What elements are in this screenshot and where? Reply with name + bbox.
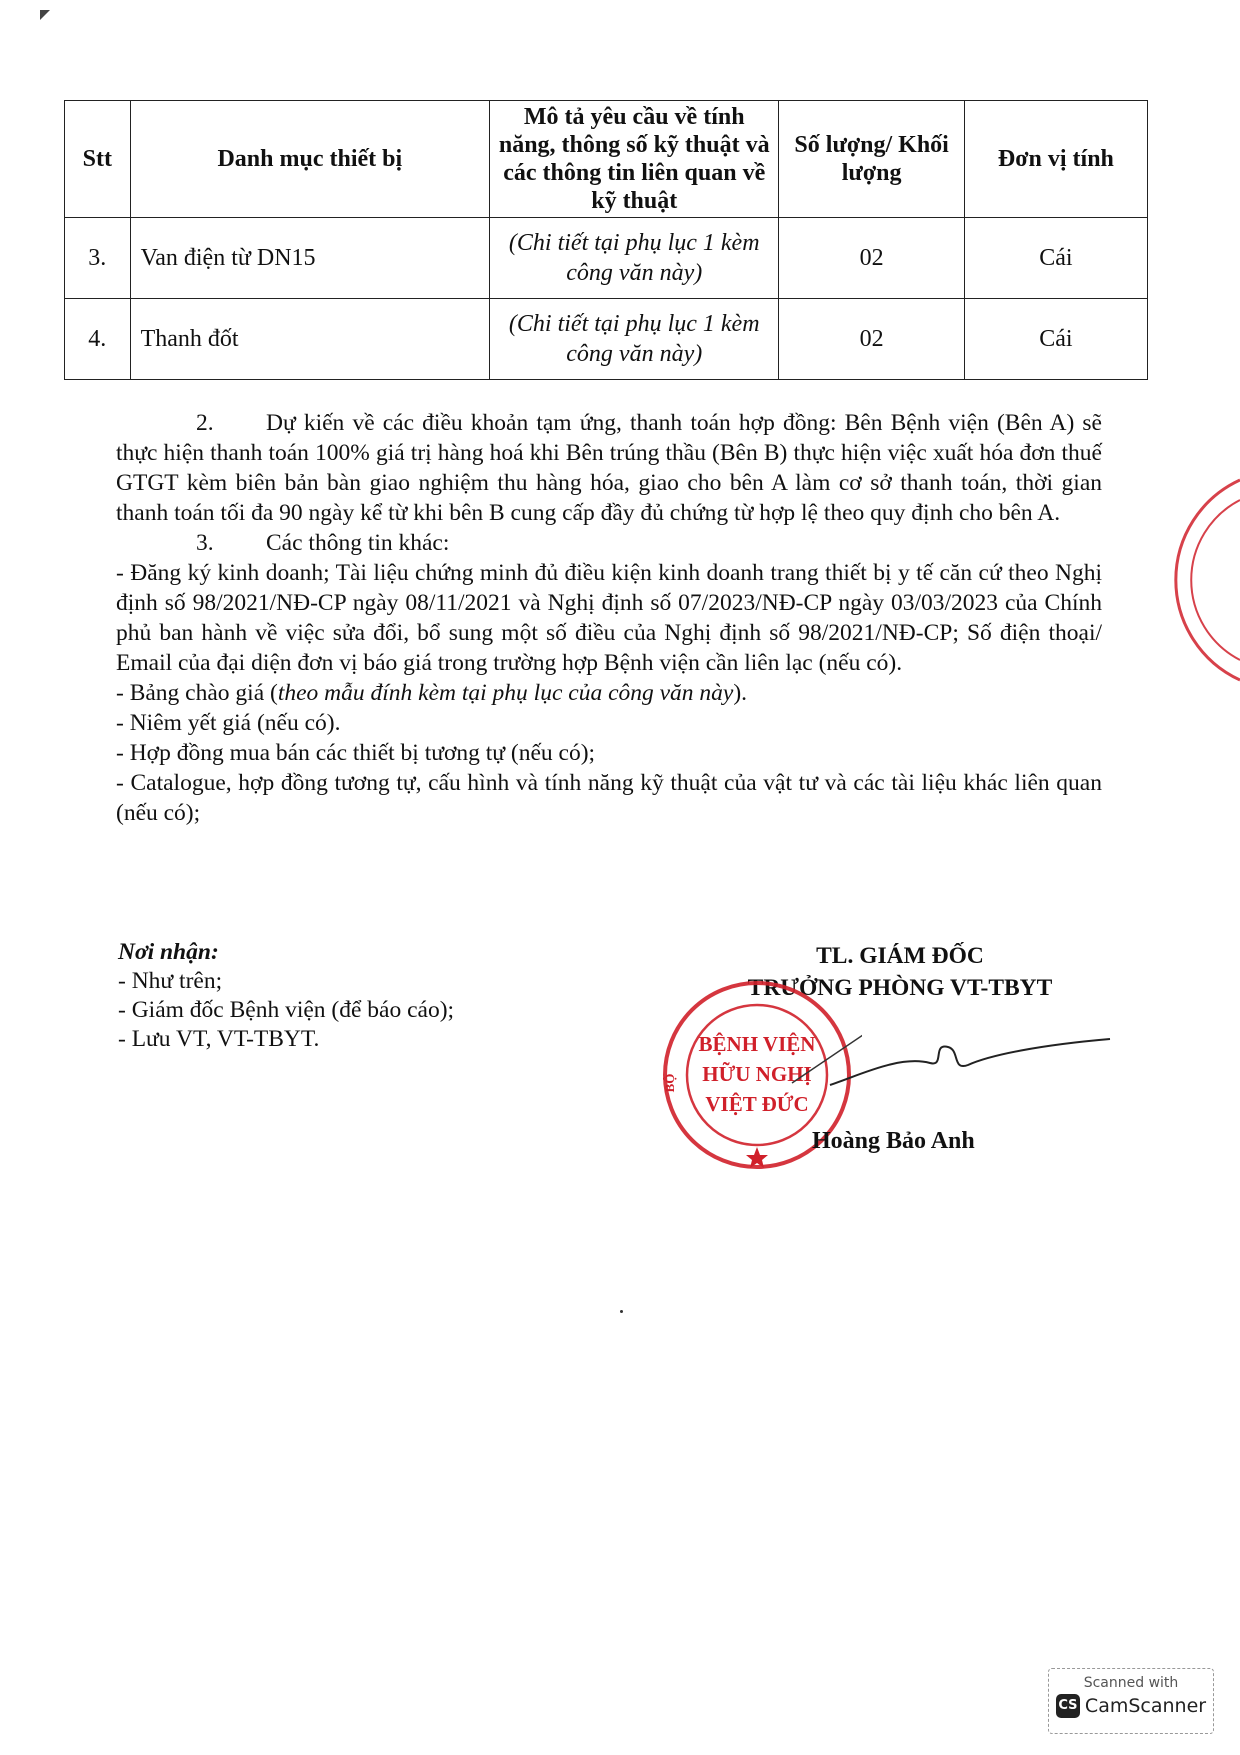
cell-desc: (Chi tiết tại phụ lục 1 kèm công văn này) [490,299,779,380]
cell-item: Thanh đốt [130,299,489,380]
recipient-item: - Như trên; [118,968,223,994]
watermark-top-text: Scanned with [1083,1675,1179,1691]
paragraph-3 [116,528,1102,558]
paragraph-2 [116,408,1102,528]
corner-mark [40,10,50,20]
camscanner-watermark [1048,1668,1214,1734]
recipients-title: Nơi nhận: [118,939,219,965]
body-text [116,408,1102,828]
cell-qty: 02 [779,218,964,299]
cell-stt: 3. [65,218,131,299]
table-row [65,299,1148,380]
table-header-row [65,101,1148,218]
paragraph-2-text: Dự kiến về các điều khoản tạm ứng, thanh toán hợp đồng: Bên Bệnh viện (Bên A) sẽ thực hiện thanh toán 100% giá trị hàng hoá khi Bên trúng thầu (Bên B) thực hiện việc xuất hóa đơn thuế GTGT kèm biên bản bàn giao nghiệm thu hàng hóa, giao cho bên A làm cơ sở thanh toán, thời gian thanh toán tối đa 90 ngày kể từ khi bên B cung cấp đầy đủ chứng từ hợp lệ theo quy định cho bên A. [116,410,1102,526]
bullet-quotation-suffix: ). [733,680,748,706]
scan-dot [620,1310,623,1313]
recipient-item: - Lưu VT, VT-TBYT. [118,1026,320,1052]
bullet-similar-contracts: - Hợp đồng mua bán các thiết bị tương tự (nếu có); [116,740,596,766]
svg-text:VIỆT ĐỨC: VIỆT ĐỨC [705,1092,809,1116]
table-row [65,218,1148,299]
cell-item: Van điện từ DN15 [130,218,489,299]
watermark-brand-row [1049,1694,1213,1718]
cell-stt: 4. [65,299,131,380]
side-stamp-fragment [1160,470,1240,690]
bullet-quotation [116,678,1102,708]
cell-unit: Cái [964,299,1147,380]
svg-text:BỘ: BỘ [662,1073,677,1093]
svg-text:BỆNH VIỆN: BỆNH VIỆN [698,1032,816,1056]
paragraph-2-number: 2. [196,410,214,436]
cell-desc: (Chi tiết tại phụ lục 1 kèm công văn này) [490,218,779,299]
bullet-business-registration: - Đăng ký kinh doanh; Tài liệu chứng minh đủ điều kiện kinh doanh trang thiết bị y tế căn cứ theo Nghị định số 98/2021/NĐ-CP ngày 08/11/2021 và Nghị định số 07/2023/NĐ-CP ngày 03/03/2023 của Chính phủ ban hành về việc sửa đổi, bổ sung một số điều của Nghị định số 98/2021/NĐ-CP; Số điện thoại/ Email của đại diện đơn vị báo giá trong trường hợp Bệnh viện cần liên lạc (nếu có). [116,560,1102,676]
header-unit: Đơn vị tính [964,101,1147,218]
recipients-block [118,938,454,1054]
bullet-price-listing: - Niêm yết giá (nếu có). [116,710,341,736]
paragraph-3-text: Các thông tin khác: [266,530,450,556]
bullet-quotation-prefix: - Bảng chào giá ( [116,680,278,706]
watermark-brand: CamScanner [1084,1695,1207,1717]
cell-unit: Cái [964,218,1147,299]
header-stt: Stt [65,101,131,218]
header-desc: Mô tả yêu cầu về tính năng, thông số kỹ thuật và các thông tin liên quan về kỹ thuật [490,101,779,218]
bullet-quotation-italic: theo mẫu đính kèm tại phụ lục của công văn này [277,680,734,706]
paragraph-3-number: 3. [196,530,214,556]
recipient-item: - Giám đốc Bệnh viện (để báo cáo); [118,997,455,1023]
equipment-table [64,100,1148,380]
signature-scribble [820,1035,1120,1095]
header-item: Danh mục thiết bị [130,101,489,218]
signer-name: Hoàng Bảo Anh [812,1128,975,1154]
signature-title-1: TL. GIÁM ĐỐC [816,943,984,969]
signature-title-2: TRƯỞNG PHÒNG VT-TBYT [747,975,1053,1001]
svg-text:HỮU NGHỊ: HỮU NGHỊ [702,1062,812,1086]
cell-qty: 02 [779,299,964,380]
header-qty: Số lượng/ Khối lượng [779,101,964,218]
bullet-catalogue: - Catalogue, hợp đồng tương tự, cấu hình và tính năng kỹ thuật của vật tư và các tài liệu khác liên quan (nếu có); [116,770,1102,826]
camscanner-logo-icon: CS [1056,1694,1080,1718]
